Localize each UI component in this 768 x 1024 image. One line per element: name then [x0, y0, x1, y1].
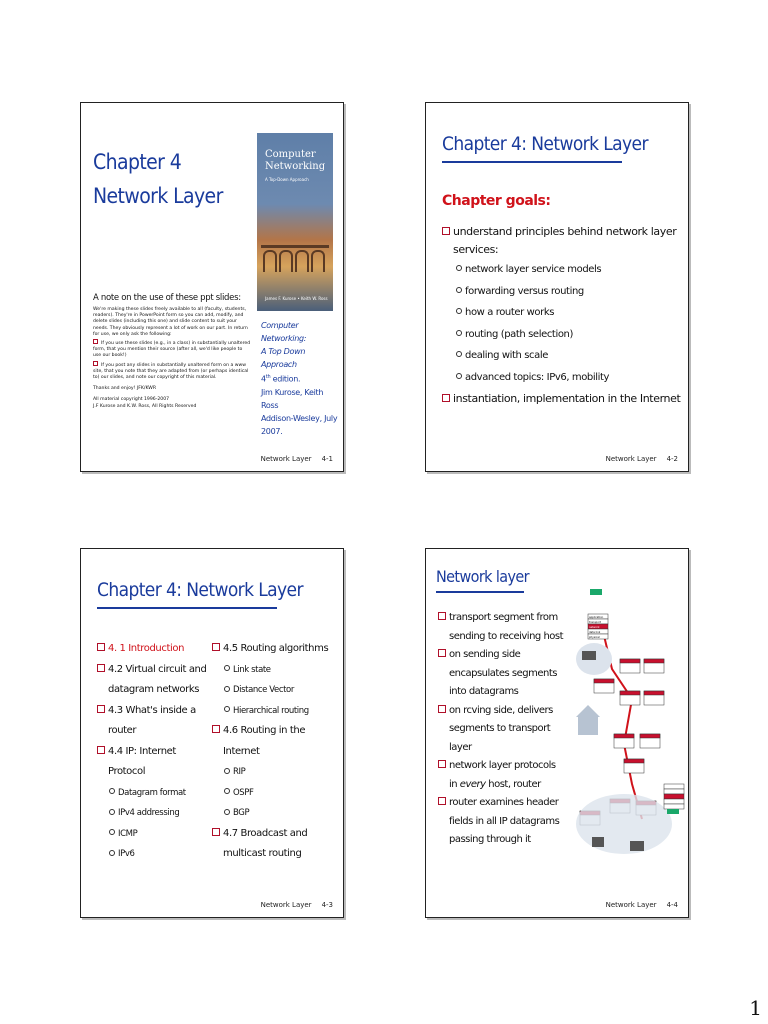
bullet-circle-icon: [109, 850, 115, 856]
cite-year: 2007.: [261, 426, 283, 436]
bullet-square-icon: [93, 339, 98, 344]
outline-text: 4.7 Broadcast and: [223, 827, 308, 839]
outline-text-cont: multicast routing: [223, 848, 302, 859]
note-copyright-1: All material copyright 1996-2007: [93, 397, 170, 403]
note-paragraph-3-text: If you post any slides in substantially unaltered form on a www site, that you note that they are adapted from (or perhaps identical to) our slides, and note our copyright of this material.: [93, 362, 249, 381]
slide-4-3: [80, 548, 344, 918]
bullet-square-icon: [97, 664, 105, 672]
house-icon: [576, 705, 600, 717]
slide-4-1: [80, 102, 344, 472]
page-number: 1: [749, 996, 762, 1020]
note-heading: A note on the use of these ppt slides:: [93, 293, 241, 303]
bullet-square-icon: [438, 649, 446, 657]
outline-subitem: [212, 803, 332, 824]
cite-edition-sup: th: [265, 374, 271, 380]
stack-label-transport: transport: [589, 621, 601, 624]
outline-subitem: [212, 680, 332, 701]
bullet-text-part: in: [449, 778, 460, 790]
subgoal-text: routing (path selection): [465, 328, 573, 340]
bullet-square-icon: [212, 725, 220, 733]
bullet-text-cont: [438, 776, 566, 795]
subgoal-text: network layer service models: [465, 264, 602, 275]
footer-number: 4-4: [666, 901, 678, 909]
title-underline: [436, 591, 524, 593]
subgoal-text: dealing with scale: [465, 350, 549, 361]
bullet-square-icon: [97, 643, 105, 651]
outline-subtext: IPv4 addressing: [118, 808, 180, 818]
note-thanks: Thanks and enjoy! JFK/KWR: [93, 386, 157, 392]
bullet-circle-icon: [109, 788, 115, 794]
subgoal-item: [456, 302, 682, 324]
bullet-circle-icon: [456, 351, 462, 357]
bullet-text-cont: fields in all IP datagrams: [449, 815, 560, 827]
outline-subitem: [97, 824, 212, 845]
goal-2: instantiation, implementation in the Internet: [453, 392, 681, 405]
outline-item-routing: [212, 639, 332, 660]
bullet-square-icon: [93, 361, 98, 366]
outline-subtext: IPv6: [118, 849, 135, 859]
bullet-text-cont: into datagrams: [449, 686, 519, 697]
desktop-icon: [630, 841, 644, 851]
outline-item-inet: [212, 721, 332, 742]
cite-authors: Jim Kurose, Keith Ross: [261, 387, 324, 410]
subgoals-list: [456, 259, 682, 388]
title-line-2: Network Layer: [93, 184, 223, 208]
bullet-square-icon: [438, 797, 446, 805]
bullet-text-cont: passing through it: [449, 834, 531, 845]
subgoal-text: advanced topics: IPv6, mobility: [465, 371, 610, 383]
outline-subitem: [212, 762, 332, 783]
subgoal-item: [456, 324, 682, 346]
stack-label-physical: physical: [589, 636, 600, 639]
sender-protocol-stack: [588, 589, 608, 639]
footer-number: 4-1: [321, 455, 333, 463]
bullet-circle-icon: [456, 308, 462, 314]
bullet-text-cont: encapsulates segments: [449, 667, 557, 679]
slide-4-2: [425, 102, 689, 472]
book-cover-image: [257, 133, 333, 311]
outline-subtext: Link state: [233, 664, 271, 675]
segment-block: [667, 809, 679, 814]
footer-number: 4-3: [321, 901, 333, 909]
slide-title: Network layer: [436, 567, 529, 586]
cite-publisher: Addison-Wesley, July: [261, 413, 338, 423]
bullet-circle-icon: [224, 706, 230, 712]
subgoal-item: [456, 367, 682, 389]
stack-label-network: network: [589, 626, 600, 629]
outline-subtext: BGP: [233, 808, 250, 818]
title-line-1: Chapter 4: [93, 150, 182, 174]
bullet-item: [438, 794, 566, 813]
title-underline: [442, 161, 622, 163]
bullet-text-cont: layer: [449, 741, 472, 753]
outline-text: 4.4 IP: Internet: [108, 745, 176, 757]
goals-list: [442, 223, 682, 408]
outline-item-bcast: [212, 824, 332, 845]
footer-label: Network Layer: [260, 901, 312, 909]
outline-subtext: Distance Vector: [233, 685, 294, 695]
note-text: [93, 307, 251, 412]
outline-text-cont: Internet: [223, 745, 260, 757]
bridge-arches: [261, 245, 329, 276]
book-title-line-2: Networking: [265, 161, 326, 172]
book-cover-title: [265, 149, 325, 173]
note-copyright-2: J.F Kurose and K.W. Ross, All Rights Reserved: [93, 403, 197, 409]
note-paragraph-2-text: If you use these slides (e.g., in a class) in substantially unaltered form, that you mention their source (after all, we'd like people to use our book!): [93, 341, 251, 359]
note-paragraph-1: We're making these slides freely available to all (faculty, students, readers). They're in PowerPoint form so you can add, modify, and delete slides (including this one) and slide content to suit your needs. They obviously represent a lot of work on our part. In return for use, we only ask the following:: [93, 307, 248, 337]
note-paragraph-2: [93, 340, 251, 360]
outline-text: 4.3 What's inside a: [108, 704, 196, 716]
bullet-item: [438, 757, 566, 776]
slide-footer: [261, 455, 333, 463]
bullet-circle-icon: [456, 373, 462, 379]
desktop-icon: [592, 837, 604, 847]
laptop-icon: [582, 651, 596, 660]
outline-item-vc: [97, 660, 212, 681]
bullet-square-icon: [442, 227, 450, 235]
segment-block: [590, 589, 602, 595]
footer-number: 4-2: [666, 455, 678, 463]
book-cover-subtitle: A Top-Down Approach: [265, 177, 309, 182]
outline-subtext: RIP: [233, 767, 246, 777]
bullet-item: [438, 702, 566, 721]
bullet-circle-icon: [224, 788, 230, 794]
bullet-square-icon: [97, 746, 105, 754]
outline-text-cont: datagram networks: [108, 684, 200, 695]
slide-footer: [261, 901, 333, 909]
bullet-square-icon: [212, 828, 220, 836]
book-title-line-1: Computer: [265, 149, 316, 160]
bullet-text-cont: sending to receiving host: [449, 630, 564, 642]
footer-label: Network Layer: [605, 901, 657, 909]
goal-1-line-2: services:: [453, 243, 499, 256]
receiver-protocol-stack: [664, 784, 684, 814]
cite-edition-rest: edition.: [270, 374, 301, 384]
outline-subtext: ICMP: [118, 828, 138, 839]
outline-column-1: [97, 639, 212, 865]
book-cover-authors: James F. Kurose • Keith W. Ross: [265, 296, 328, 301]
stack-label-datalink: data link: [589, 631, 601, 634]
outline-text-cont: router: [108, 725, 137, 736]
cite-title-2: A Top Down Approach: [261, 347, 306, 369]
bullet-circle-icon: [456, 265, 462, 271]
bullet-circle-icon: [456, 330, 462, 336]
bullet-circle-icon: [224, 809, 230, 815]
outline-item-router: [97, 701, 212, 722]
cite-edition: [261, 371, 341, 386]
outline-text: 4. 1 Introduction: [108, 643, 185, 654]
bullet-text-emphasis: every: [459, 778, 486, 790]
goals-heading: Chapter goals:: [442, 193, 551, 209]
bullet-square-icon: [438, 760, 446, 768]
bullet-circle-icon: [224, 768, 230, 774]
subgoal-item: [456, 345, 682, 367]
bullet-circle-icon: [456, 287, 462, 293]
enterprise-network-cloud: [576, 794, 672, 854]
outline-subtext: OSPF: [233, 787, 254, 798]
bullet-text: network layer protocols: [449, 760, 556, 771]
bullet-item: [438, 609, 566, 628]
goal-item: [442, 223, 682, 241]
network-layer-bullets: [438, 609, 566, 850]
outline-subtext: Datagram format: [118, 787, 186, 798]
subgoal-text: how a router works: [465, 307, 555, 318]
footer-label: Network Layer: [605, 455, 657, 463]
bullet-item: [438, 646, 566, 665]
footer-label: Network Layer: [260, 455, 312, 463]
outline-text-cont: Protocol: [108, 766, 146, 777]
bullet-circle-icon: [109, 829, 115, 835]
bullet-text: on sending side: [449, 649, 521, 660]
bullet-square-icon: [438, 705, 446, 713]
bullet-text: on rcving side, delivers: [449, 704, 553, 716]
book-citation: [261, 319, 341, 438]
bullet-square-icon: [97, 705, 105, 713]
slide-title: Chapter 4: Network Layer: [442, 133, 648, 155]
bullet-square-icon: [212, 643, 220, 651]
bullet-text: transport segment from: [449, 612, 558, 623]
outline-subitem: [212, 701, 332, 722]
note-paragraph-3: [93, 362, 251, 382]
bullet-text-cont: segments to transport: [449, 723, 551, 734]
bullet-circle-icon: [109, 809, 115, 815]
bullet-text-part: host, router: [485, 778, 541, 790]
cite-title-1: Computer Networking:: [261, 321, 307, 343]
slide-title: Chapter 4: Network Layer: [97, 579, 303, 601]
slide-footer: [606, 455, 678, 463]
network-diagram: [572, 579, 688, 879]
slide-footer: [606, 901, 678, 909]
outline-item-ip: [97, 742, 212, 763]
subgoal-item: [456, 259, 682, 281]
outline-subitem: [97, 783, 212, 804]
slide-4-4: [425, 548, 689, 918]
subgoal-text: forwarding versus routing: [465, 285, 584, 297]
stack-label-application: application: [589, 616, 604, 619]
outline-text: 4.5 Routing algorithms: [223, 643, 329, 654]
slide-title: [93, 145, 223, 213]
outline-subitem: [97, 844, 212, 865]
bullet-circle-icon: [224, 665, 230, 671]
outline-item-intro: [97, 639, 212, 660]
outline-subitem: [97, 803, 212, 824]
bullet-circle-icon: [224, 686, 230, 692]
outline-text: 4.6 Routing in the: [223, 725, 306, 736]
cite-edition-num: 4: [261, 374, 266, 384]
goal-item: [442, 390, 682, 408]
subgoal-item: [456, 281, 682, 303]
outline-column-2: [212, 639, 332, 865]
outline-subitem: [212, 783, 332, 804]
bullet-square-icon: [438, 612, 446, 620]
outline-text: 4.2 Virtual circuit and: [108, 663, 207, 675]
bullet-square-icon: [442, 394, 450, 402]
bullet-text: router examines header: [449, 797, 559, 808]
outline-subtext: Hierarchical routing: [233, 705, 309, 716]
title-underline: [97, 607, 277, 609]
goal-1-line-1: understand principles behind network layer: [453, 225, 677, 238]
outline-subitem: [212, 660, 332, 681]
